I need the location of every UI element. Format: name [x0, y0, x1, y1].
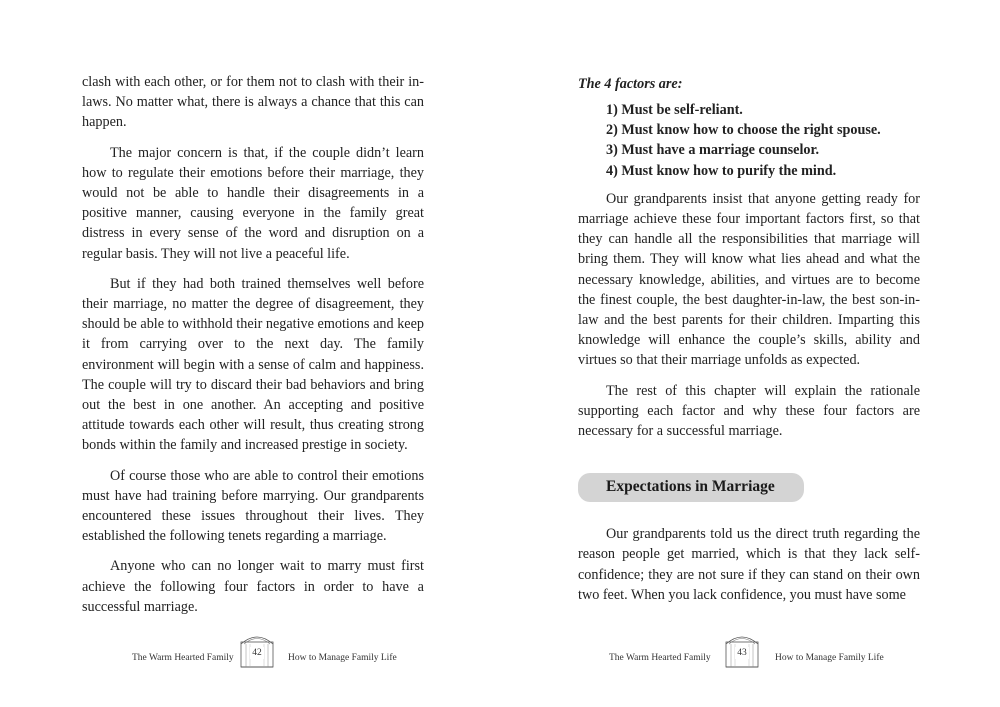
page-number: 42: [250, 647, 264, 659]
factor-item: 4) Must know how to purify the mind.: [606, 162, 837, 179]
left-paragraph-1: clash with each other, or for them not to clash with their in-laws. No matter what, there is always a chance that this can happen.: [82, 74, 424, 131]
footer-chapter-title: How to Manage Family Life: [288, 653, 397, 663]
factors-heading: The 4 factors are:: [578, 76, 683, 92]
left-page: [82, 72, 424, 627]
left-paragraph-3: But if they had both trained themselves well before their marriage, no matter the degree of disagreement, they should be able to withhold their negative emotions and keep it from carrying over to the next day. The family environment will begin with a sense of calm and happiness. The couple will try to discard their bad behaviors and bring out the best in one another. An accepting and positive attitude towards each other will result, thus creating strong bonds within the family and increased prestige in society.: [82, 275, 424, 454]
factor-item: 3) Must have a marriage counselor.: [606, 142, 820, 159]
footer-book-title: The Warm Hearted Family: [609, 653, 711, 663]
page-number-door-icon: [238, 632, 276, 668]
footer-chapter-title: How to Manage Family Life: [775, 653, 884, 663]
left-paragraph-4: Of course those who are able to control their emotions must have had training before marrying. Our grandparents encountered these issues throughout their lives. They established the following tenets regarding a marriage.: [82, 467, 424, 545]
page-number: 43: [735, 647, 749, 659]
right-paragraph-2: The rest of this chapter will explain the rationale supporting each factor and why these four factors are necessary for a successful marriage.: [578, 382, 920, 440]
right-page-footer: [609, 632, 884, 672]
right-page: [578, 72, 920, 615]
right-paragraph-3: Our grandparents told us the direct truth regarding the reason people get married, which is that they lack self-confidence; they are not sure if they can stand on their own two feet. When you lack confidence, you must have some: [578, 526, 920, 603]
right-paragraph-1: Our grandparents insist that anyone getting ready for marriage achieve these four important factors first, so that they can handle all the responsibilities that marriage will bring them. They will know what lies ahead and what the necessary knowledge, abilities, and virtues are to become the finest couple, the best daughter-in-law, the best son-in-law and the best parents for their children. Imparting this knowledge will enhance the couple’s skills, ability and virtues so that their marriage unfolds as expected.: [578, 190, 920, 369]
page-number-door-icon: [723, 632, 761, 668]
factors-list: [578, 100, 920, 181]
left-page-footer: [132, 632, 397, 672]
left-paragraph-2: The major concern is that, if the couple didn’t learn how to regulate their emotions before their marriage, they would not be able to handle their disagreements in a positive manner, causing everyone in the family great distress in every sense of the word and disruption on a regular basis. They will not live a peaceful life.: [82, 144, 424, 262]
footer-book-title: The Warm Hearted Family: [132, 653, 234, 663]
section-heading: Expectations in Marriage: [578, 473, 804, 502]
left-paragraph-5: Anyone who can no longer wait to marry must first achieve the following four factors in order to have a successful marriage.: [82, 558, 424, 615]
factor-item: 2) Must know how to choose the right spouse.: [606, 122, 881, 139]
factor-item: 1) Must be self-reliant.: [606, 102, 743, 118]
